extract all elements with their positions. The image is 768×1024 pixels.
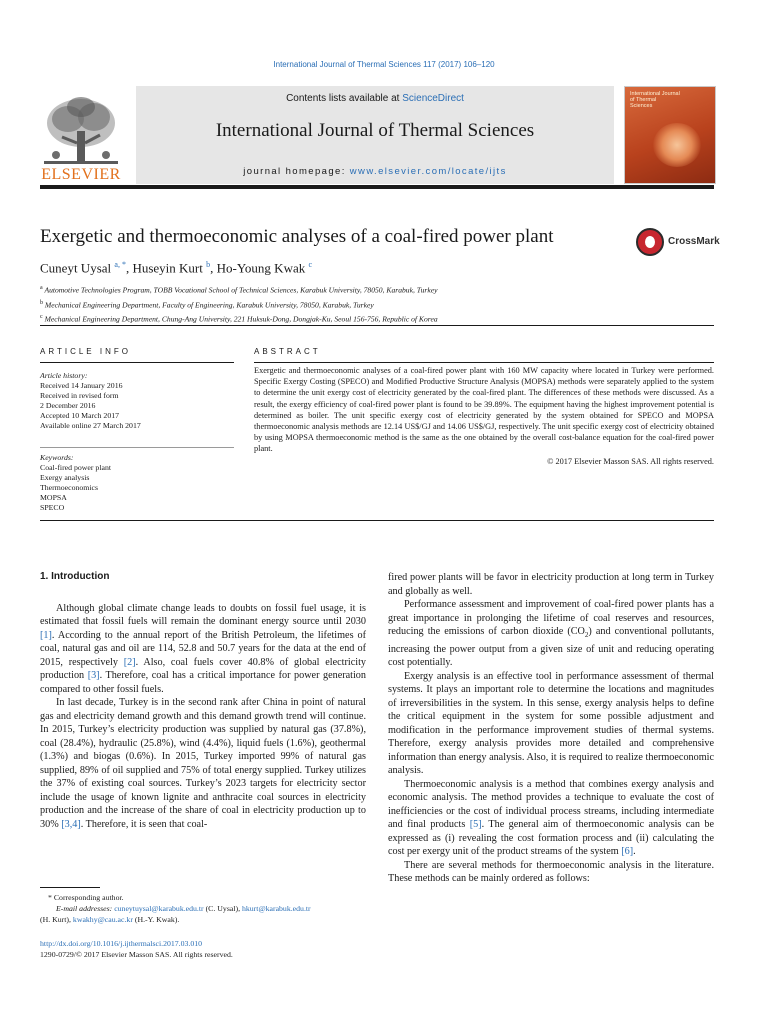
abstract-copyright: © 2017 Elsevier Masson SAS. All rights reserved. — [547, 456, 714, 466]
corresponding-author-note: * Corresponding author. — [48, 893, 124, 902]
article-info-underline — [40, 362, 234, 363]
cover-image — [653, 123, 701, 167]
journal-homepage-line — [136, 166, 614, 177]
article-title: Exergetic and thermoeconomic analyses of a coal-fired power plant — [40, 226, 554, 247]
article-info-divider — [40, 325, 714, 326]
article-info-heading: ARTICLE INFO — [40, 347, 131, 356]
history-item: 2 December 2016 — [40, 401, 96, 410]
header-divider — [40, 185, 714, 189]
reference-link[interactable]: [5] — [469, 819, 482, 831]
contents-prefix: Contents lists available at — [286, 93, 403, 104]
author-name[interactable]: Huseyin Kurt — [132, 260, 203, 276]
affiliation-item: $^c$ Mechanical Engineering Department, Chung-Ang University, 221 Huksuk-Dong, Dongjak-Ku, Seoul 156-756, Republic of Korea — [40, 314, 438, 324]
keyword-item: Thermoeconomics — [40, 483, 99, 492]
email-addresses-cont: (H. Kurt), kwakhy@cau.ac.kr (H.-Y. Kwak). — [40, 915, 180, 924]
abstract-heading: ABSTRACT — [254, 347, 321, 356]
body-paragraph: In last decade, Turkey is in the second rank after China in point of natural gas and electricity demand growth and this demand growth trend will continue. In 2015, Turkey’s electricity production was supplied by natural gas (37.8%), coal (28.4%), hydraulic (25.8%), wind (4.4%), liquid fuels (1.6%), geothermal (1.3%) and biogas (0.6%). In 2015, Turkey imported 99% of natural gas supplied, 89% of oil supplied and 75% of total energy supplied. Turkey utilizes the 37% of existing coal sources. Turkey’s 2023 targets for electricity sector include the usage of known lignite and anthracite coal sources in electricity production and the increase of the share of coal in electricity production up to 30% [3,4]. Therefore, it is seen that coal- — [40, 697, 366, 830]
history-item: Accepted 10 March 2017 — [40, 411, 120, 420]
body-paragraph: Performance assessment and improvement of coal-fired power plants has a great importance in prolonging the lifetime of coal reserves and resources, reducing the emissions of carbon dioxide $(CO_2)$ and conventional pollutants, increasing the power output from a given size of unit and reducing operating cost potentially. — [388, 599, 714, 669]
footnote-divider — [40, 887, 100, 888]
keywords-divider — [40, 447, 234, 448]
author-affiliation-marker[interactable]: a, * — [114, 260, 126, 269]
journal-homepage-link[interactable]: www.elsevier.com/locate/ijts — [349, 166, 507, 177]
author-list: Cuneyt Uysal $^{a, *}$, Huseyin Kurt $^b$, Ho-Young Kwak $^c$ — [40, 260, 313, 276]
affiliation-item: $^a$ Automotive Technologies Program, TOBB Vocational School of Technical Sciences, Karabuk University, 78050, Karabuk, Turkey — [40, 285, 438, 295]
reference-link[interactable]: [3,4] — [61, 818, 81, 830]
abstract-body — [254, 365, 714, 467]
body-paragraph: fired power plants will be favor in electricity production at long term in Turkey and globally as well. — [388, 572, 714, 597]
author-affiliation-marker[interactable]: b — [206, 260, 211, 269]
keyword-item: MOPSA — [40, 493, 67, 502]
email-addresses: E-mail addresses: cuneytuysal@karabuk.edu.tr (C. Uysal), hkurt@karabuk.edu.tr — [56, 904, 311, 913]
journal-cover-thumbnail[interactable] — [624, 86, 716, 184]
affiliations — [40, 282, 438, 326]
article-history — [40, 371, 141, 431]
abstract-bottom-divider — [40, 520, 714, 521]
affiliation-item: $^b$ Mechanical Engineering Department, Faculty of Engineering, Karabuk University, 78050, Karabuk, Turkey — [40, 299, 374, 310]
keywords-heading: Keywords: — [40, 453, 74, 462]
crossmark-icon — [636, 228, 664, 256]
email-link[interactable]: hkurt@karabuk.edu.tr — [241, 904, 311, 913]
doi-block — [40, 938, 233, 960]
crossmark-badge[interactable] — [636, 228, 720, 258]
body-paragraph: Exergy analysis is an effective tool in performance assessment of thermal systems. It plays an important role to determine the locations and magnitudes of irreversibilities in the system. In this sense, exergy analysis helps to define the critical equipment in the system for some possible adjustment and modification in the performance improvement studies of thermal systems. Therefore, exergy analysis provides more detailed and comprehensive information than energy analysis. Also, it is required to realize thermoeconomic analysis. — [388, 670, 714, 777]
keyword-item: SPECO — [40, 503, 65, 512]
doi-link[interactable]: http://dx.doi.org/10.1016/j.ijthermalsci.2017.03.010 — [40, 939, 203, 948]
elsevier-wordmark: ELSEVIER — [41, 166, 121, 183]
reference-link[interactable]: [3] — [87, 670, 100, 681]
keyword-item: Coal-fired power plant — [40, 463, 112, 472]
crossmark-label: CrossMark — [668, 236, 720, 247]
email-link[interactable]: kwakhy@cau.ac.kr — [72, 915, 133, 924]
masthead — [40, 86, 714, 184]
history-item: Available online 27 March 2017 — [40, 421, 141, 430]
reference-link[interactable]: [2] — [123, 656, 136, 668]
homepage-prefix: journal homepage: — [243, 166, 350, 177]
history-item: Received 14 January 2016 — [40, 381, 123, 390]
sciencedirect-link[interactable]: ScienceDirect — [402, 93, 464, 104]
body-paragraph: Thermoeconomic analysis is a method that combines exergy analysis and economic analysis. The method provides a technique to evaluate the cost of inefficiencies or the cost of individual process streams, including intermediate and final products [5]. The general aim of thermoeconomic analysis can be expressed as (i) revealing the cost formation process and (ii) calculating the cost per exergy unit of the product streams of the system [6]. — [388, 778, 714, 858]
body-right-column — [388, 571, 714, 886]
abstract-underline — [254, 362, 714, 363]
body-paragraph: Although global climate change leads to doubts on fossil fuel usage, it is estimated that fossil fuels will remain the dominant energy source until 2030 [1]. According to the annual report of the British Petroleum, the lifetimes of coal, natural gas and oil are 114, 52.8 and 50.7 years for the data at the end of 2015, respectively [2]. Also, coal fuels cover 40.8% of global electricity production [3]. Therefore, coal has a critical importance for power generation compared to other fossil fuels. — [40, 602, 366, 695]
journal-citation[interactable]: International Journal of Thermal Sciences 117 (2017) 106–120 — [273, 60, 495, 69]
body-left-column — [40, 570, 366, 831]
reference-link[interactable]: [6] — [621, 846, 634, 858]
keyword-item: Exergy analysis — [40, 473, 90, 482]
abstract-paragraph: Exergetic and thermoeconomic analyses of a coal-fired power plant with 160 MW capacity where located in Turkey were performed. Specific Exergy Costing (SPECO) and Modified Productive Structure Analysis (MOPSA) methods were separately applied to the system to determine the unit exergy cost of electricity generated by the coal-fired plant. The differences of these methods were discussed. As a result, the exergy efficiency of coal-fired power plant is found to be 39.89%. The equipment having the highest improvement potential is determined as boiler. The unit specific exergy cost of electricity generated by the system obtained for SPECO and MOPSA thermoeconomic analysis methods are 12.14 US$/GJ and 14.06 US$/GJ, respectively. The unit specific exergy cost of electricity obtained by using MOPSA thermoeconomic method is the same as the one obtained by the overall cost-balance equation for the coal-fired power plant. — [254, 366, 714, 454]
article-history-heading: Article history: — [40, 371, 88, 380]
email-link[interactable]: cuneytuysal@karabuk.edu.tr — [114, 904, 204, 913]
contents-available-line — [136, 93, 614, 104]
reference-link[interactable]: [1] — [40, 629, 52, 641]
body-paragraph: There are several methods for thermoeconomic analysis in the literature. These methods can be mainly ordered as follows: — [388, 859, 714, 885]
history-item: Received in revised form — [40, 391, 119, 400]
corresponding-author-footnote — [40, 892, 366, 925]
keywords — [40, 453, 111, 513]
section-heading-introduction: 1. Introduction — [40, 571, 110, 582]
author-name[interactable]: Cuneyt Uysal — [40, 260, 112, 276]
journal-header-panel — [136, 86, 614, 184]
cover-title-text: International Journal of Thermal Sciences — [630, 91, 680, 109]
author-affiliation-marker[interactable]: c — [308, 260, 313, 269]
journal-title: International Journal of Thermal Sciences — [215, 120, 535, 141]
author-name[interactable]: Ho-Young Kwak — [216, 260, 306, 276]
issn-copyright: 1290-0729/© 2017 Elsevier Masson SAS. All rights reserved. — [40, 950, 233, 959]
